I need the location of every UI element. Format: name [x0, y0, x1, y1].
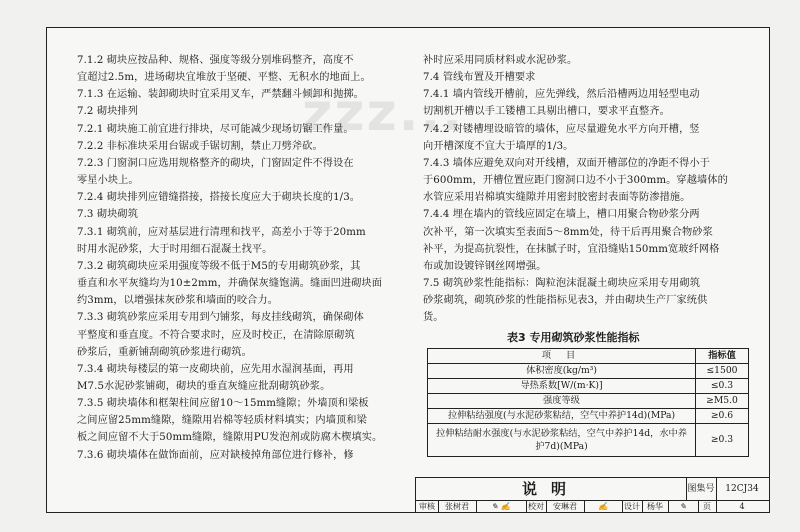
drawing-sheet — [46, 27, 770, 513]
note-line: 水管应采用岩棉填实缝隙并用密封胶密封表面等防渗措施。 — [423, 192, 691, 204]
note-line: 平整度和垂直度。不符合要求时，应及时校正，在清除原砌筑 — [77, 329, 355, 341]
table-cell-value: ≤0.3 — [696, 379, 749, 394]
note-line: 7.3 砌块砌筑 — [77, 209, 138, 221]
title-block-title: 说明 — [416, 478, 687, 500]
table-cell-value: ≥0.3 — [696, 424, 749, 457]
table-row — [428, 409, 749, 424]
note-line: 7.2.3 门窗洞口应选用规格整齐的砌块，门窗固定件不得设在 — [77, 157, 354, 169]
note-line: 7.2 砌块排列 — [77, 106, 138, 118]
note-line: 砂浆砌筑，砌筑砂浆的性能指标见表3，并由砌块生产厂家统供 — [423, 295, 708, 307]
note-line: 货。 — [423, 312, 444, 324]
notes-left-column — [77, 52, 412, 464]
note-line: 于600mm，开槽位置应距门窗洞口边不小于300mm。穿越墙体的 — [423, 175, 728, 187]
note-line: 砂浆后，重新铺刮砌筑砂浆进行砌筑。 — [77, 346, 252, 358]
atlas-number: 12CJ34 — [725, 484, 759, 494]
title-block-signatures — [416, 500, 769, 513]
watermark: zzz... — [302, 83, 465, 143]
note-line: 7.2.2 非标准块采用台锯或手锯切割，禁止刀劈斧砍。 — [77, 140, 323, 152]
page-label: 页 — [703, 502, 711, 511]
note-line: 7.3.4 砌块每楼层的第一皮砌块前，应先用水湿润基面，再用 — [77, 363, 354, 375]
note-line: 板之间应留不大于50mm缝隙，缝隙用PU发泡剂或防腐木楔填实。 — [77, 432, 383, 444]
table-cell-name: 拉伸粘结耐水强度(与水泥砂浆粘结，空气中养护14d，水中养护7d)(MPa) — [428, 424, 696, 457]
note-line: 次补平，第一次填实至表面5～8mm处，待干后再用聚合物砂浆 — [423, 226, 713, 238]
note-line: 7.3.6 砌块墙体在做饰面前，应对缺棱掉角部位进行修补，修 — [77, 449, 354, 461]
table-cell-value: ≥M5.0 — [696, 394, 749, 409]
role-label-design: 设计 — [624, 502, 640, 511]
table-header-row — [428, 349, 749, 364]
table-title: 表3 专用砌筑砂浆性能指标 — [507, 331, 640, 344]
role-name-review: 张树君 — [445, 502, 469, 511]
signature-review: ✎ ✍ — [491, 502, 511, 511]
table-row — [428, 364, 749, 379]
table-row — [428, 379, 749, 394]
notes-right-column — [423, 52, 741, 327]
note-line: 7.1.3 在运输、装卸砌块时宜采用叉车，严禁翻斗倾卸和抛掷。 — [77, 89, 364, 101]
note-line: 约3mm，以增强抹灰砂浆和墙面的咬合力。 — [77, 295, 278, 307]
note-line: 7.4.4 埋在墙内的管线应固定在墙上，槽口用聚合物砂浆分两 — [423, 209, 700, 221]
table-cell-name: 体积密度(kg/m³) — [428, 364, 696, 379]
note-line: 7.4.3 墙体应避免双向对开线槽，双面开槽部位的净距不得小于 — [423, 157, 710, 169]
table-head-value: 指标值 — [696, 349, 749, 364]
role-label-check: 校对 — [528, 502, 544, 511]
note-line: M7.5水泥砂浆铺砌，砌块的垂直灰缝应批刮砌筑砂浆。 — [77, 380, 331, 392]
table-cell-value: ≤1500 — [696, 364, 749, 379]
role-name-check: 安琳君 — [553, 502, 577, 511]
note-line: 布或加设镀锌钢丝网增强。 — [423, 260, 547, 272]
signature-check: ✍ — [598, 502, 608, 511]
table-cell-name: 拉伸粘结强度(与水泥砂浆粘结，空气中养护14d)(MPa) — [428, 409, 696, 424]
note-line: 7.3.3 砌筑砂浆应采用专用到勺铺浆，每皮挂线砌筑，确保砌体 — [77, 312, 364, 324]
note-line: 之间应留25mm缝隙，缝隙用岩棉等轻质材料填实；内墙顶和梁 — [77, 415, 367, 427]
role-name-design: 杨华 — [647, 502, 663, 511]
title-block — [415, 477, 769, 512]
note-line: 补平，为提高抗裂性，在抹腻子时，宜沿缝贴150mm宽玻纤网格 — [423, 243, 720, 255]
note-line: 切割机开槽以手工镂槽工具剔出槽口，要求平直整齐。 — [423, 106, 670, 118]
table-cell-name: 强度等级 — [428, 394, 696, 409]
note-line: 零星小块上。 — [77, 175, 139, 187]
table-row — [428, 394, 749, 409]
page-number: 4 — [739, 502, 745, 511]
note-line: 7.4.1 墙内管线开槽前，应先弹线，然后沿槽两边用轻型电动 — [423, 89, 700, 101]
note-line: 7.5 砌筑砂浆性能指标：陶粒泡沫混凝土砌块应采用专用砌筑 — [423, 278, 701, 290]
mortar-spec-table — [427, 348, 749, 457]
table-cell-name: 导热系数[W/(m·K)] — [428, 379, 696, 394]
note-line: 7.4.2 对镂槽埋设暗管的墙体，应尽量避免水平方向开槽，竖 — [423, 123, 700, 135]
note-line: 7.3.1 砌筑前，应对基层进行清理和找平，高差小于等于20mm — [77, 226, 366, 238]
table-cell-value: ≥0.6 — [696, 409, 749, 424]
note-line: 宜超过2.5m，进场砌块宜堆放于坚硬、平整、无积水的地面上。 — [77, 72, 371, 84]
title-block-top — [416, 478, 769, 501]
note-line: 7.4 管线布置及开槽要求 — [423, 72, 536, 84]
note-line: 7.3.5 砌块墙体和框架柱间应留10～15mm缝隙；外墙顶和梁板 — [77, 398, 369, 410]
note-line: 补时应采用同质材料或水泥砂浆。 — [423, 55, 578, 66]
atlas-label: 图集号 — [686, 478, 717, 500]
note-line: 向开槽深度不宜大于墙厚的1/3。 — [423, 140, 574, 152]
signature-design: ✎ — [679, 502, 687, 511]
table-head-item: 项 目 — [428, 349, 696, 364]
note-line: 时用水泥砂浆，大于时用细石混凝土找平。 — [77, 243, 273, 255]
note-line: 7.3.2 砌筑砌块应采用强度等级不低于M5的专用砌筑砂浆，其 — [77, 260, 361, 272]
note-line: 7.2.4 砌块排列应错缝搭接，搭接长度应大于砌块长度的1/3。 — [77, 192, 361, 204]
note-line: 垂直和水平灰缝均为10±2mm，并确保灰缝饱满。缝面凹进砌块面 — [77, 278, 383, 290]
note-line: 7.2.1 砌块施工前宜进行排块，尽可能减少现场切锯工作量。 — [77, 123, 354, 135]
table-row — [428, 424, 749, 457]
role-label-review: 审核 — [419, 502, 435, 511]
note-line: 7.1.2 砌块应按品种、规格、强度等级分别堆码整齐，高度不 — [77, 55, 354, 66]
